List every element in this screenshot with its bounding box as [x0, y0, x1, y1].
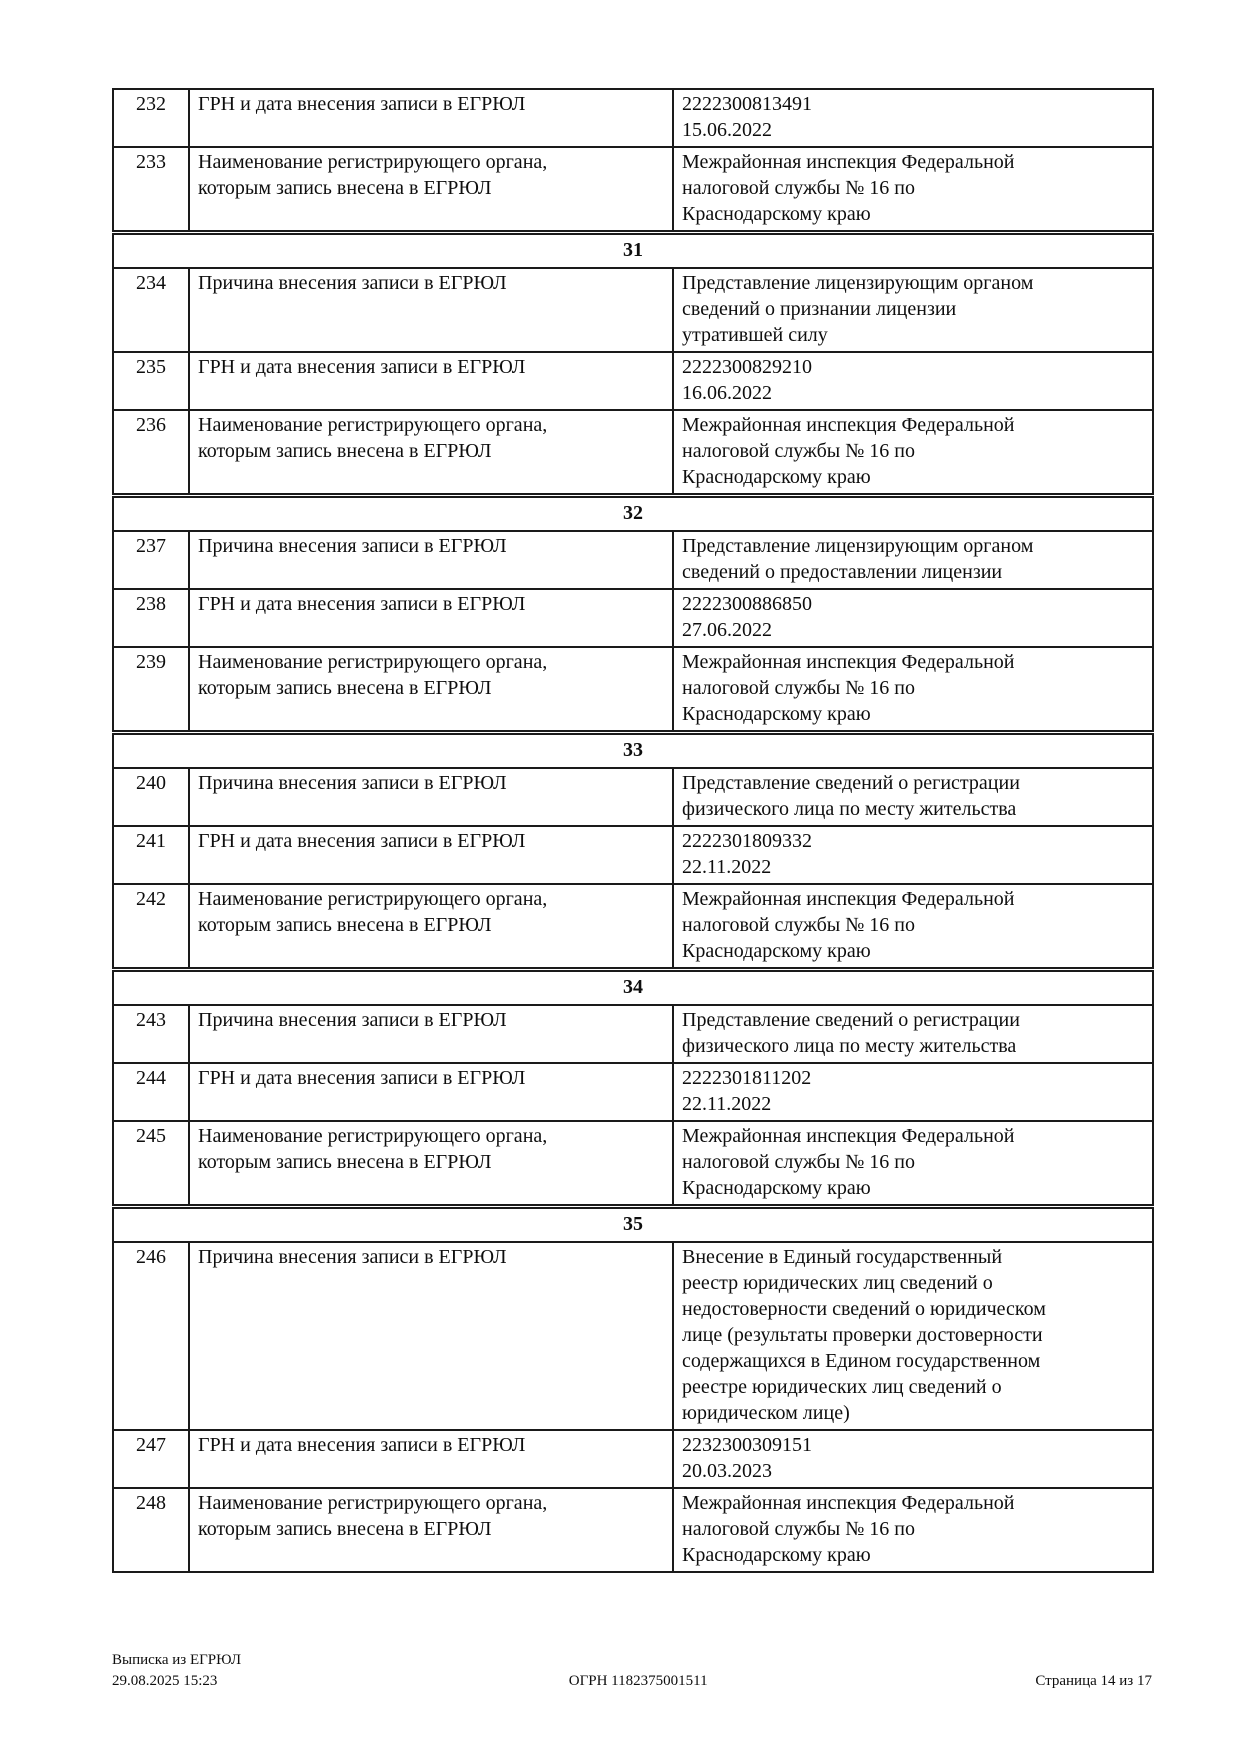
row-value [673, 1488, 1153, 1572]
row-value [673, 768, 1153, 826]
row-label [189, 768, 673, 826]
row-label [189, 147, 673, 233]
cell-text-line: юридическом лице) [682, 1402, 850, 1424]
row-label [189, 1121, 673, 1207]
section-header-row [113, 733, 1153, 769]
cell-text-line: налоговой службы № 16 по [682, 677, 915, 699]
section-number: 35 [113, 1207, 1153, 1243]
row-value [673, 1430, 1153, 1488]
cell-text-line: Причина внесения записи в ЕГРЮЛ [198, 272, 507, 294]
cell-text-line: налоговой службы № 16 по [682, 177, 915, 199]
table-row [113, 147, 1153, 233]
table-row [113, 1430, 1153, 1488]
row-value [673, 352, 1153, 410]
table-row [113, 1242, 1153, 1430]
row-label [189, 410, 673, 496]
cell-text-line: Краснодарскому краю [682, 1544, 871, 1566]
footer-datetime: 29.08.2025 15:23 [112, 1673, 218, 1689]
cell-text-line: Причина внесения записи в ЕГРЮЛ [198, 535, 507, 557]
row-number: 233 [113, 147, 189, 233]
row-label [189, 647, 673, 733]
row-value [673, 1005, 1153, 1063]
cell-text-line: утратившей силу [682, 324, 828, 346]
cell-text-line: 27.06.2022 [682, 619, 772, 641]
row-value [673, 531, 1153, 589]
cell-text-line: Наименование регистрирующего органа, [198, 888, 548, 910]
page-footer [112, 1650, 1152, 1692]
row-label [189, 531, 673, 589]
cell-text-line: которым запись внесена в ЕГРЮЛ [198, 1518, 492, 1540]
row-number: 247 [113, 1430, 189, 1488]
cell-text-line: 22.11.2022 [682, 1093, 772, 1115]
cell-text-line: налоговой службы № 16 по [682, 1151, 915, 1173]
row-value [673, 884, 1153, 970]
cell-text-line: сведений о предоставлении лицензии [682, 561, 1003, 583]
table-row [113, 89, 1153, 147]
section-number: 34 [113, 970, 1153, 1006]
row-label [189, 1063, 673, 1121]
row-label [189, 1005, 673, 1063]
table-row [113, 826, 1153, 884]
cell-text-line: ГРН и дата внесения записи в ЕГРЮЛ [198, 356, 526, 378]
cell-text-line: реестре юридических лиц сведений о [682, 1376, 1002, 1398]
section-number: 32 [113, 496, 1153, 532]
cell-text-line: Краснодарскому краю [682, 466, 871, 488]
cell-text-line: ГРН и дата внесения записи в ЕГРЮЛ [198, 93, 526, 115]
section-header-row [113, 233, 1153, 269]
cell-text-line: Представление сведений о регистрации [682, 772, 1020, 794]
cell-text-line: Межрайонная инспекция Федеральной [682, 651, 1015, 673]
row-value [673, 410, 1153, 496]
row-number: 244 [113, 1063, 189, 1121]
cell-text-line: которым запись внесена в ЕГРЮЛ [198, 440, 492, 462]
cell-text-line: Межрайонная инспекция Федеральной [682, 151, 1015, 173]
cell-text-line: которым запись внесена в ЕГРЮЛ [198, 914, 492, 936]
row-number: 242 [113, 884, 189, 970]
row-label [189, 826, 673, 884]
cell-text-line: Краснодарскому краю [682, 703, 871, 725]
cell-text-line: Межрайонная инспекция Федеральной [682, 1125, 1015, 1147]
cell-text-line: Наименование регистрирующего органа, [198, 651, 548, 673]
cell-text-line: реестр юридических лиц сведений о [682, 1272, 993, 1294]
cell-text-line: Межрайонная инспекция Федеральной [682, 888, 1015, 910]
table-row [113, 531, 1153, 589]
footer-ogrn: ОГРН 1182375001511 [568, 1673, 708, 1689]
cell-text-line: Межрайонная инспекция Федеральной [682, 414, 1015, 436]
row-label [189, 352, 673, 410]
cell-text-line: 2232300309151 [682, 1434, 812, 1456]
row-number: 240 [113, 768, 189, 826]
cell-text-line: Внесение в Единый государственный [682, 1246, 1003, 1268]
row-number: 238 [113, 589, 189, 647]
row-number: 239 [113, 647, 189, 733]
cell-text-line: 20.03.2023 [682, 1460, 772, 1482]
row-number: 234 [113, 268, 189, 352]
cell-text-line: 2222301811202 [682, 1067, 812, 1089]
footer-doc-title: Выписка из ЕГРЮЛ [112, 1652, 241, 1668]
cell-text-line: Причина внесения записи в ЕГРЮЛ [198, 772, 507, 794]
cell-text-line: 15.06.2022 [682, 119, 772, 141]
cell-text-line: Представление сведений о регистрации [682, 1009, 1020, 1031]
cell-text-line: Наименование регистрирующего органа, [198, 414, 548, 436]
section-number: 33 [113, 733, 1153, 769]
row-value [673, 1063, 1153, 1121]
cell-text-line: 2222300829210 [682, 356, 812, 378]
section-header-row [113, 1207, 1153, 1243]
cell-text-line: 2222300886850 [682, 593, 812, 615]
table-row [113, 1005, 1153, 1063]
row-number: 246 [113, 1242, 189, 1430]
cell-text-line: которым запись внесена в ЕГРЮЛ [198, 677, 492, 699]
table-row [113, 268, 1153, 352]
row-number: 248 [113, 1488, 189, 1572]
cell-text-line: Краснодарскому краю [682, 1177, 871, 1199]
table-row [113, 352, 1153, 410]
row-value [673, 589, 1153, 647]
table-row [113, 1121, 1153, 1207]
cell-text-line: Наименование регистрирующего органа, [198, 1492, 548, 1514]
cell-text-line: Причина внесения записи в ЕГРЮЛ [198, 1246, 507, 1268]
row-value [673, 647, 1153, 733]
cell-text-line: Краснодарскому краю [682, 203, 871, 225]
row-value [673, 826, 1153, 884]
cell-text-line: налоговой службы № 16 по [682, 440, 915, 462]
cell-text-line: Краснодарскому краю [682, 940, 871, 962]
row-number: 241 [113, 826, 189, 884]
row-label [189, 1430, 673, 1488]
row-label [189, 884, 673, 970]
cell-text-line: Межрайонная инспекция Федеральной [682, 1492, 1015, 1514]
footer-doc-info [112, 1650, 241, 1692]
row-number: 236 [113, 410, 189, 496]
cell-text-line: лице (результаты проверки достоверности [682, 1324, 1043, 1346]
table-row [113, 410, 1153, 496]
row-label [189, 89, 673, 147]
cell-text-line: Представление лицензирующим органом [682, 272, 1034, 294]
cell-text-line: налоговой службы № 16 по [682, 914, 915, 936]
section-header-row [113, 970, 1153, 1006]
table-row [113, 589, 1153, 647]
cell-text-line: налоговой службы № 16 по [682, 1518, 915, 1540]
cell-text-line: 16.06.2022 [682, 382, 772, 404]
row-number: 245 [113, 1121, 189, 1207]
cell-text-line: ГРН и дата внесения записи в ЕГРЮЛ [198, 830, 526, 852]
cell-text-line: Наименование регистрирующего органа, [198, 1125, 548, 1147]
row-number: 237 [113, 531, 189, 589]
row-value [673, 89, 1153, 147]
cell-text-line: недостоверности сведений о юридическом [682, 1298, 1046, 1320]
egrul-records-table [112, 88, 1154, 1573]
cell-text-line: сведений о признании лицензии [682, 298, 957, 320]
cell-text-line: физического лица по месту жительства [682, 798, 1017, 820]
table-row [113, 768, 1153, 826]
section-header-row [113, 496, 1153, 532]
cell-text-line: физического лица по месту жительства [682, 1035, 1017, 1057]
row-label [189, 268, 673, 352]
row-label [189, 1488, 673, 1572]
cell-text-line: содержащихся в Едином государственном [682, 1350, 1041, 1372]
cell-text-line: ГРН и дата внесения записи в ЕГРЮЛ [198, 1434, 526, 1456]
row-number: 235 [113, 352, 189, 410]
cell-text-line: ГРН и дата внесения записи в ЕГРЮЛ [198, 1067, 526, 1089]
cell-text-line: 22.11.2022 [682, 856, 772, 878]
row-number: 232 [113, 89, 189, 147]
cell-text-line: которым запись внесена в ЕГРЮЛ [198, 177, 492, 199]
cell-text-line: которым запись внесена в ЕГРЮЛ [198, 1151, 492, 1173]
footer-page-number: Страница 14 из 17 [1035, 1673, 1152, 1689]
row-value [673, 147, 1153, 233]
cell-text-line: ГРН и дата внесения записи в ЕГРЮЛ [198, 593, 526, 615]
row-value [673, 1121, 1153, 1207]
section-number: 31 [113, 233, 1153, 269]
row-label [189, 589, 673, 647]
cell-text-line: Причина внесения записи в ЕГРЮЛ [198, 1009, 507, 1031]
cell-text-line: 2222300813491 [682, 93, 812, 115]
table-row [113, 1488, 1153, 1572]
row-label [189, 1242, 673, 1430]
row-value [673, 268, 1153, 352]
table-row [113, 884, 1153, 970]
table-row [113, 647, 1153, 733]
cell-text-line: 2222301809332 [682, 830, 812, 852]
row-number: 243 [113, 1005, 189, 1063]
table-row [113, 1063, 1153, 1121]
cell-text-line: Представление лицензирующим органом [682, 535, 1034, 557]
row-value [673, 1242, 1153, 1430]
cell-text-line: Наименование регистрирующего органа, [198, 151, 548, 173]
